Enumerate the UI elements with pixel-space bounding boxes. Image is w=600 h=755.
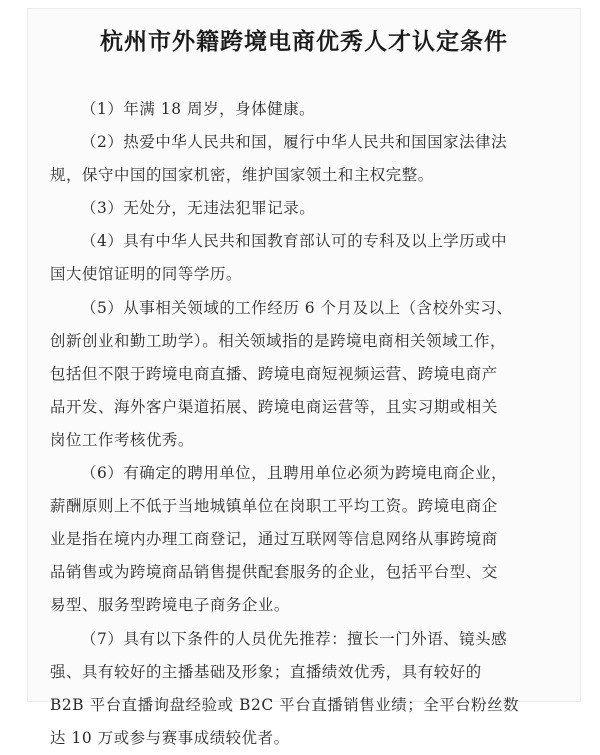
- item-6-line: 易型、服务型跨境电子商务企业。: [50, 596, 290, 615]
- document-body: [50, 93, 570, 755]
- item-6-line: 业是指在境内办理工商登记，通过互联网等信息网络从事跨境商: [50, 530, 498, 549]
- item-6-line: 薪酬原则上不低于当地城镇单位在岗职工平均工资。跨境电商企: [50, 497, 498, 516]
- item-5-line: 品开发、海外客户渠道拓展、跨境电商运营等，且实习期或相关: [50, 397, 498, 416]
- item-7-line: （7）具有以下条件的人员优先推荐：擅长一门外语、镜头感: [81, 629, 508, 648]
- item-1-line: （1）年满 18 周岁，身体健康。: [81, 100, 316, 118]
- item-5-line: 创新创业和勤工助学）。相关领域指的是跨境电商相关领域工作，: [50, 331, 507, 350]
- item-5-line: 包括但不限于跨境电商直播、跨境电商短视频运营、跨境电商产: [50, 364, 498, 383]
- item-5-line: （5）从事相关领域的工作经历 6 个月及以上（含校外实习、: [81, 298, 513, 317]
- item-3-line: （3）无处分，无违法犯罪记录。: [81, 199, 316, 218]
- item-5-line: 岗位工作考核优秀。: [50, 430, 194, 449]
- document-page: [27, 8, 581, 747]
- document-title: 杭州市外籍跨境电商优秀人才认定条件: [100, 28, 508, 55]
- item-7-line: B2B 平台直播询盘经验或 B2C 平台直播销售业绩；全平台粉丝数: [50, 695, 520, 714]
- item-7-line: 强、具有较好的主播基础及形象；直播绩效优秀，具有较好的: [50, 662, 482, 681]
- item-6-line: 品销售或为跨境商品销售提供配套服务的企业，包括平台型、交: [50, 563, 498, 582]
- item-4-line: （4）具有中华人民共和国教育部认可的专科及以上学历或中: [81, 232, 508, 251]
- item-2-line: 规，保守中国的国家机密，维护国家领土和主权完整。: [50, 166, 434, 185]
- item-2-line: （2）热爱中华人民共和国，履行中华人民共和国国家法律法: [81, 133, 508, 152]
- item-7-line: 达 10 万或参与赛事成绩较优者。: [50, 728, 290, 747]
- item-6-line: （6）有确定的聘用单位，且聘用单位必须为跨境电商企业，: [81, 464, 508, 483]
- item-4-line: 国大使馆证明的同等学历。: [50, 265, 242, 284]
